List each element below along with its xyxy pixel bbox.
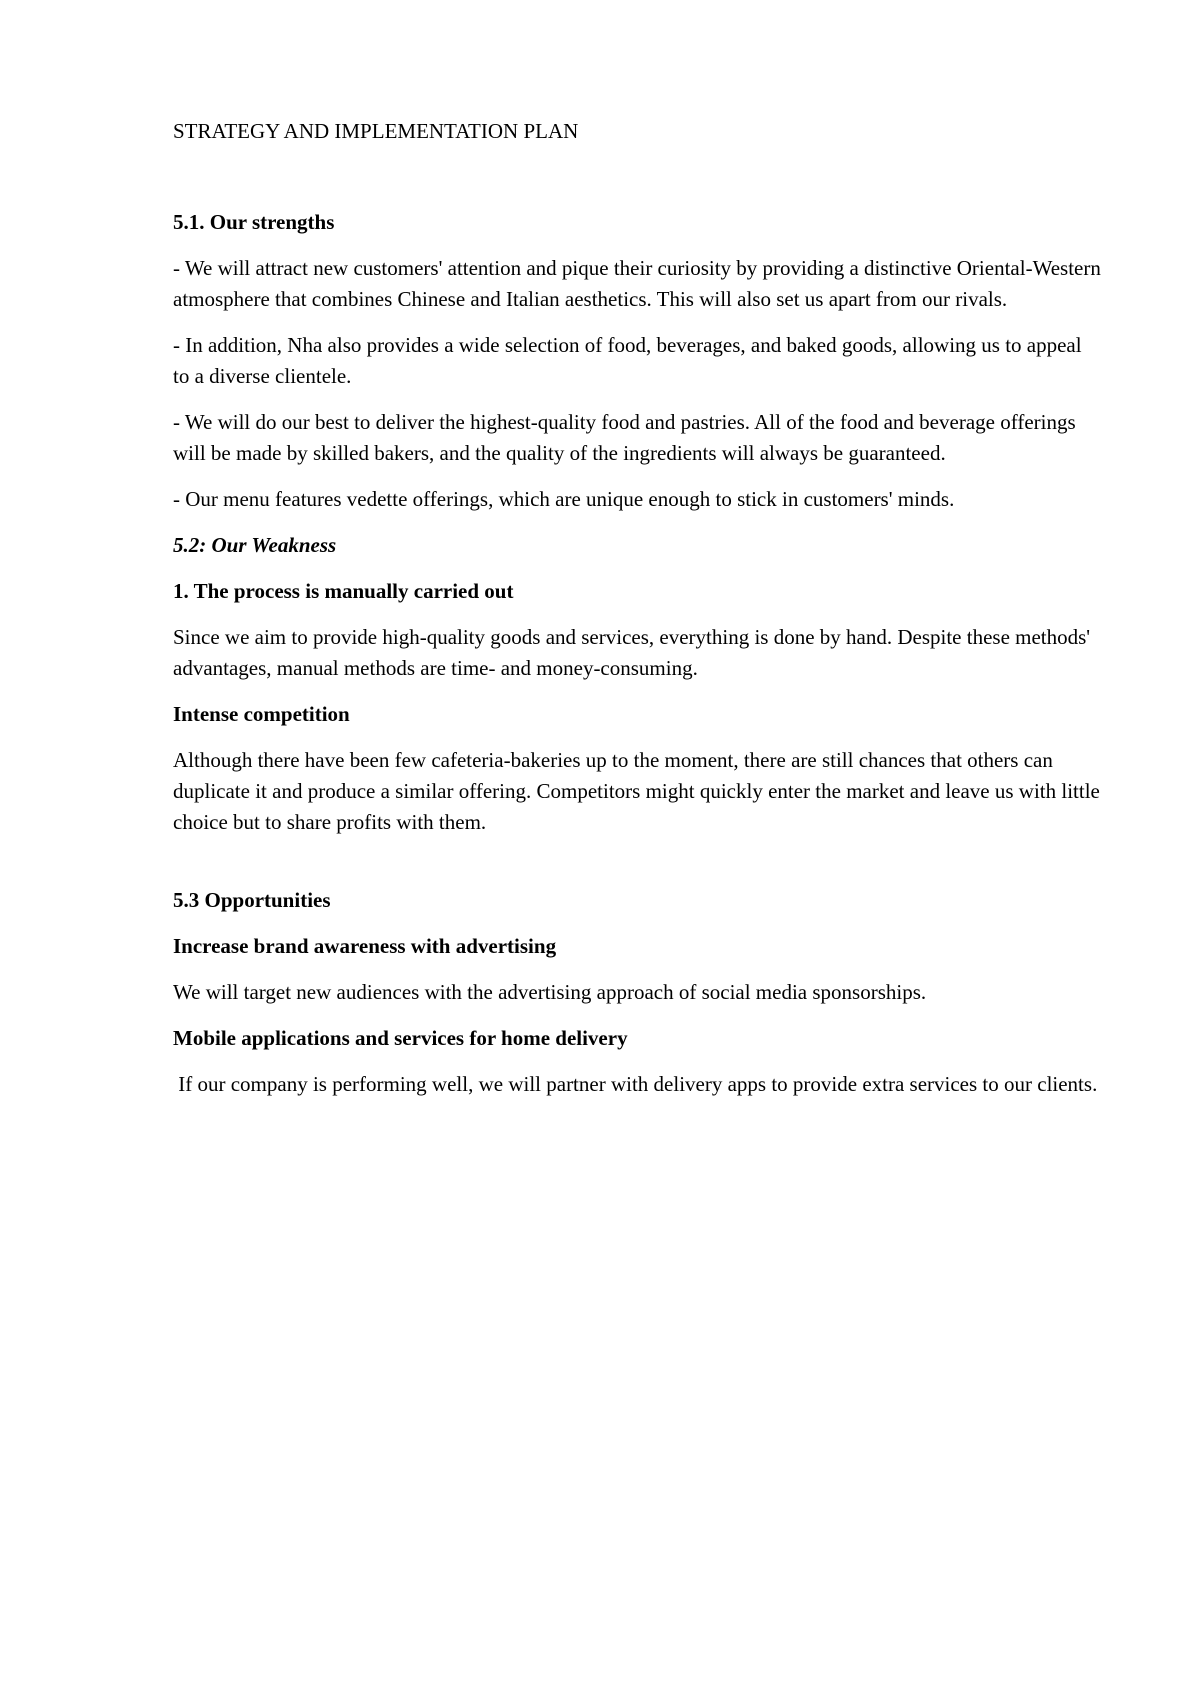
opportunities-paragraph-delivery: If our company is performing well, we will partner with delivery apps to provide extra services to our clients. (173, 1072, 1098, 1096)
opportunities-subheading-delivery: Mobile applications and services for home delivery (173, 1026, 628, 1050)
strength-item: - We will attract new customers' attention and pique their curiosity by providing a distinctive Oriental-Western atmosphere that combines Chinese and Italian aesthetics. This will also set us apart from our rivals. (173, 256, 1101, 311)
weakness-paragraph-manual: Since we aim to provide high-quality goods and services, everything is done by hand. Despite these methods' advantages, manual methods are time- and money-consuming. (173, 625, 1091, 680)
weakness-heading: 5.2: Our Weakness (173, 533, 337, 557)
strength-item: - Our menu features vedette offerings, which are unique enough to stick in customers' minds. (173, 487, 955, 511)
document-page (173, 116, 1103, 1100)
opportunities-subheading-advertising: Increase brand awareness with advertising (173, 934, 557, 958)
opportunities-paragraph-advertising: We will target new audiences with the advertising approach of social media sponsorships. (173, 980, 927, 1004)
weakness-paragraph-competition: Although there have been few cafeteria-bakeries up to the moment, there are still chances that others can duplicate it and produce a similar offering. Competitors might quickly enter the market and leave us with little choice but to share profits with them. (173, 748, 1100, 834)
weakness-subheading-competition: Intense competition (173, 702, 350, 726)
opportunities-heading: 5.3 Opportunities (173, 888, 331, 912)
document-title: STRATEGY AND IMPLEMENTATION PLAN (173, 119, 579, 143)
strengths-heading: 5.1. Our strengths (173, 210, 335, 234)
weakness-subheading-manual: 1. The process is manually carried out (173, 579, 514, 603)
strength-item: - We will do our best to deliver the highest-quality food and pastries. All of the food and beverage offerings will be made by skilled bakers, and the quality of the ingredients will always be guaranteed. (173, 410, 1076, 465)
strength-item: - In addition, Nha also provides a wide selection of food, beverages, and baked goods, allowing us to appeal to a diverse clientele. (173, 333, 1082, 388)
